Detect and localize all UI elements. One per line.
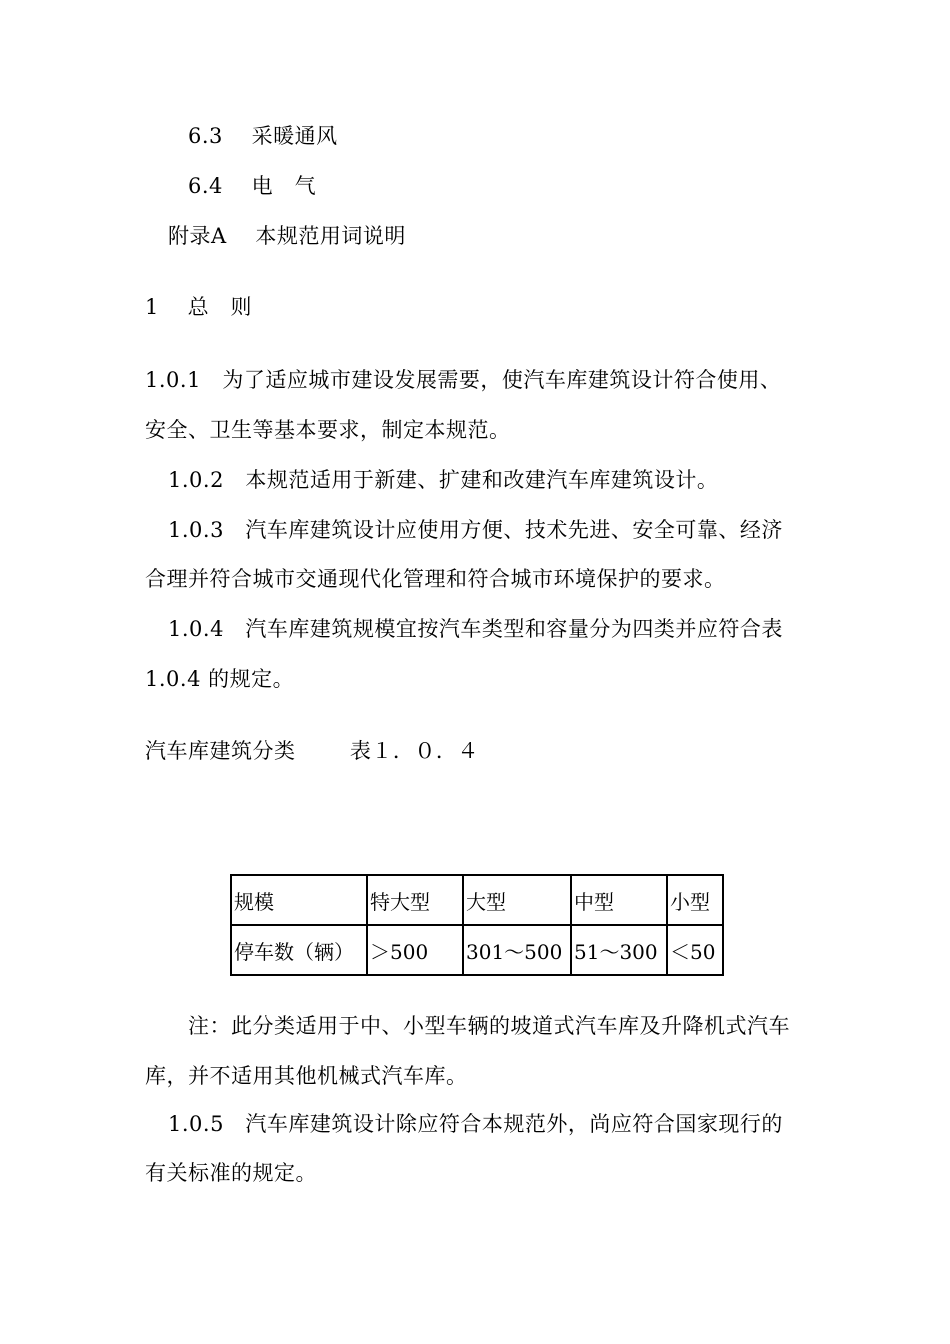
table-cell: 停车数（辆） (231, 925, 367, 975)
toc-number: 6.3 (188, 124, 223, 148)
table-header-cell: 中型 (571, 875, 667, 925)
table-row (231, 925, 723, 975)
table-caption (145, 736, 479, 766)
clause-1-0-4-line-2: 1.0.4 的规定。 (145, 667, 295, 691)
clause-1-0-2-line-1: 1.0.2 本规范适用于新建、扩建和改建汽车库建筑设计。 (168, 468, 719, 492)
toc-number: 6.4 (188, 174, 223, 198)
clause-1-0-3-line-1: 1.0.3 汽车库建筑设计应使用方便、技术先进、安全可靠、经济 (168, 518, 783, 542)
toc-number: 附录A (168, 224, 227, 248)
toc-title: 采暖通风 (251, 124, 338, 148)
garage-classification-table (230, 874, 724, 976)
clause-1-0-5-line-1: 1.0.5 汽车库建筑设计除应符合本规范外，尚应符合国家现行的 (168, 1112, 783, 1136)
clause-1-0-1-line-1: 1.0.1 为了适应城市建设发展需要，使汽车库建筑设计符合使用、 (145, 368, 782, 392)
clause-1-0-1-line-2: 安全、卫生等基本要求，制定本规范。 (145, 418, 511, 442)
table-cell: ＜50 (667, 925, 723, 975)
table-header-cell: 规模 (231, 875, 367, 925)
table-caption-number: 表１．０．４ (349, 739, 479, 763)
toc-title: 电 气 (251, 174, 317, 198)
table-header-row (231, 875, 723, 925)
clause-1-0-4-line-1: 1.0.4 汽车库建筑规模宜按汽车类型和容量分为四类并应符合表 (168, 617, 783, 641)
chapter-heading (145, 292, 252, 322)
table-header-cell: 大型 (463, 875, 571, 925)
chapter-number: 1 (145, 295, 159, 319)
table-note-line-2: 库，并不适用其他机械式汽车库。 (145, 1064, 468, 1088)
table-cell: 301～500 (463, 925, 571, 975)
toc-title: 本规范用词说明 (255, 224, 406, 248)
toc-item-appendix-a (168, 221, 406, 251)
clause-1-0-3-line-2: 合理并符合城市交通现代化管理和符合城市环境保护的要求。 (145, 567, 726, 591)
table-cell: 51～300 (571, 925, 667, 975)
clause-1-0-5-line-2: 有关标准的规定。 (145, 1161, 317, 1185)
chapter-title: 总 则 (187, 295, 253, 319)
table-caption-title: 汽车库建筑分类 (145, 739, 296, 763)
table-header-cell: 特大型 (367, 875, 463, 925)
table-header-cell: 小型 (667, 875, 723, 925)
table-note-line-1: 注：此分类适用于中、小型车辆的坡道式汽车库及升降机式汽车 (188, 1014, 790, 1038)
table-cell: ＞500 (367, 925, 463, 975)
toc-item-6-4 (188, 171, 316, 201)
toc-item-6-3 (188, 121, 338, 151)
